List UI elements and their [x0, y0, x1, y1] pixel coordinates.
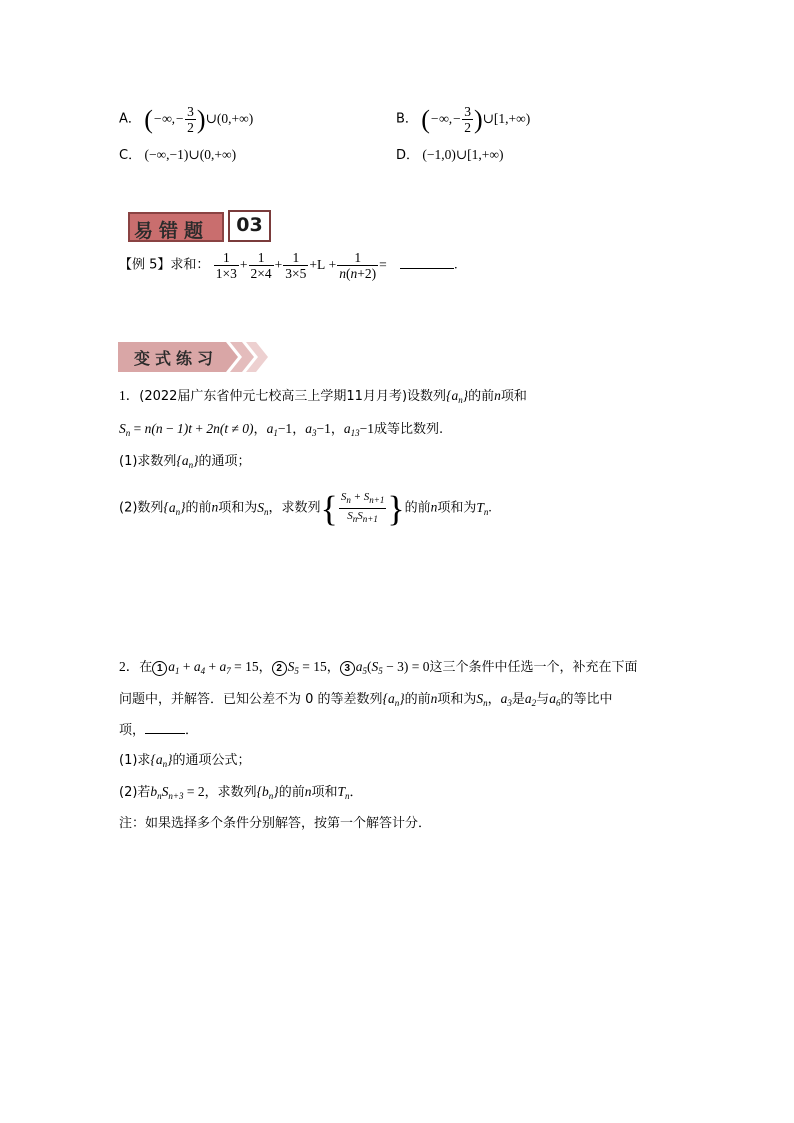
- section-badge-variant-practice: [118, 340, 270, 374]
- option-b-label: B．: [396, 111, 418, 127]
- option-d-label: D．: [396, 148, 420, 163]
- problem-2-number: 2．: [119, 659, 140, 674]
- example-5-tag: 【例 5】: [119, 257, 171, 273]
- problem-2-line-3-b: ．: [185, 723, 199, 738]
- option-c-expression: (−∞,−1)∪(0,+∞): [144, 147, 237, 162]
- problem-1-part-1-a: (1)求数列: [119, 454, 177, 469]
- option-a-expression: (−∞,− $\frac{3}{2}$ )∪(0,+∞): [144, 104, 254, 135]
- section-badge-number: 03: [228, 210, 271, 242]
- problem-1-part-2-f: 项和为: [437, 500, 477, 516]
- problem-1-part-2-a: (2)数列: [119, 500, 164, 516]
- problem-2-intro: 在: [139, 660, 153, 675]
- problem-2-note: [119, 814, 431, 833]
- circled-3-icon: 3: [340, 661, 355, 676]
- problem-1-part-2-g: .: [488, 499, 492, 515]
- problem-2-line-2-f: 与: [536, 692, 550, 707]
- option-a-label: A．: [119, 111, 141, 127]
- problem-2-answer-blank[interactable]: [145, 721, 185, 734]
- option-c-label: C．: [119, 148, 142, 163]
- problem-1-part-2-b: 的前: [185, 500, 212, 516]
- problem-2-line-2: 问题中，并解答．已知公差不为 0 的等差数列$\{a_n\}$的前n项和为$S_n$，$a_3$是$a_2$与$a_6$的等比中: [119, 691, 613, 708]
- problem-1-line-1: 1．(2022届广东省仲元七校高三上学期11月月考)设数列$\{a_n\}$的前n项和: [119, 388, 527, 405]
- example-5: [119, 250, 458, 281]
- section-badge-variant-title: 变式练习: [134, 349, 219, 368]
- problem-2-line-2-d: ，: [487, 692, 501, 707]
- circled-1-icon: 1: [152, 661, 167, 676]
- problem-2-line-2-e: 是: [511, 692, 525, 707]
- problem-2-note-text: 注：如果选择多个条件分别解答，按第一个解答计分．: [119, 816, 432, 831]
- problem-1-source: (2022届广东省仲元七校高三上学期11月月考): [139, 389, 408, 404]
- option-b: [396, 104, 530, 135]
- option-b-expression: (−∞,− $\frac{3}{2}$ )∪[1,+∞): [421, 104, 531, 135]
- example-5-sum: $\frac{1}{1\times 3}$ + $\frac{1}{2\times 4}$ + $\frac{1}{3\times 5}$ +L + $\frac{1}{n(n+2)}$ =: [215, 250, 391, 281]
- problem-1-part-1-b: 的通项；: [198, 454, 251, 469]
- option-d-expression: (−1,0)∪[1,+∞): [422, 147, 504, 162]
- problem-1-line-2: $S_n = n(n - 1)t + 2n(t \ne 0)$，$a_1-1$，$a_3-1$，$a_{13}-1$成等比数列.: [119, 421, 444, 438]
- problem-2-part-1: (1)求$\{a_n\}$的通项公式；: [119, 752, 251, 769]
- option-c: [119, 146, 236, 165]
- problem-2-line-1: 2．在 1 $a_1 + a_4 + a_7 = 15$， 2 $S_5 = 15$， 3 $a_5(S_5 - 3) = 0$这三个条件中任选一个，补充在下面: [119, 659, 638, 676]
- problem-2-part-2-c: 的前: [278, 785, 305, 800]
- option-a: [119, 104, 253, 135]
- problem-2-part-2-d: 项和: [311, 785, 338, 800]
- problem-2-line-2-b: 的前: [404, 692, 431, 707]
- option-d: [396, 146, 504, 165]
- problem-2-part-2-a: (2)若: [119, 785, 151, 800]
- problem-2-line-3-a: 项，: [119, 723, 146, 738]
- problem-2-choose-text: 这三个条件中任选一个，补充在下面: [429, 660, 638, 675]
- problem-1-part-2-e: 的前: [404, 500, 431, 516]
- section-badge-error-prone: [128, 208, 271, 244]
- problem-2-line-2-a: 问题中，并解答．已知公差不为 0 的等差数列: [119, 692, 383, 707]
- problem-1-stem-a: 设数列: [407, 389, 447, 404]
- section-badge-title: 易错题: [134, 220, 210, 242]
- problem-2-part-2: (2)若$b_nS_{n+3} = 2$，求数列$\{b_n\}$的前n项和$T_n$．: [119, 784, 363, 801]
- problem-1-stem-b: 的前: [468, 389, 495, 404]
- problem-2-part-2-b: ，求数列: [204, 785, 257, 800]
- problem-1-formula: $S_n = n(n - 1)t + 2n(t \ne 0)$: [119, 421, 254, 438]
- problem-2-line-3: [119, 721, 198, 740]
- example-5-tail: .: [454, 256, 458, 272]
- example-5-answer-blank[interactable]: [400, 268, 454, 269]
- problem-2-line-2-c: 项和为: [437, 692, 477, 707]
- problem-1-part-2-c: 项和为: [218, 500, 258, 516]
- problem-1-number: 1．: [119, 388, 140, 403]
- problem-2-part-1-b: 的通项公式；: [172, 753, 251, 768]
- problem-1-part-1: (1)求数列$\{a_n\}$的通项；: [119, 453, 251, 470]
- problem-2-part-2-e: ．: [349, 785, 363, 800]
- problem-2-line-2-g: 的等比中: [560, 692, 613, 707]
- problem-1-part-2-d: ，求数列: [268, 500, 321, 516]
- example-5-prompt: 求和：: [170, 257, 210, 273]
- problem-2-part-1-a: (1)求: [119, 753, 151, 768]
- problem-1-part-2: (2)数列$\{a_n\}$的前n项和为$S_n$，求数列{ $\frac{S_n + S_{n+1}}{S_nS_{n+1}}$ }的前n项和为$T_n$.: [119, 488, 492, 529]
- circled-2-icon: 2: [272, 661, 287, 676]
- problem-1-cond-tail: 成等比数列.: [373, 422, 444, 437]
- problem-1-stem-c: 项和: [500, 389, 527, 404]
